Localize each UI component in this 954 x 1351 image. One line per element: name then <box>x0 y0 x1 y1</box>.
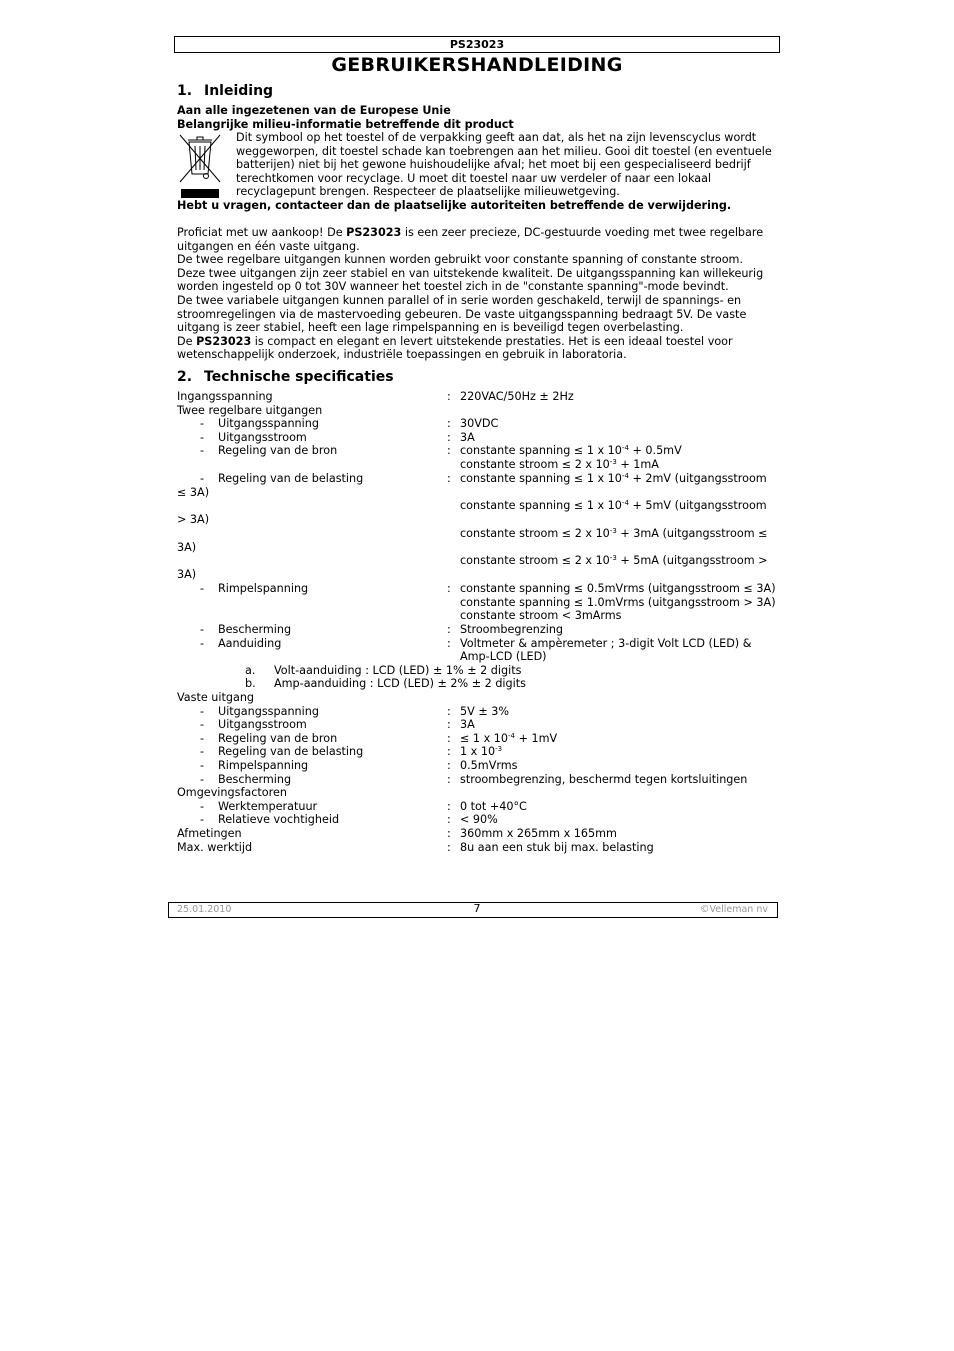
weee-line: batterijen) niet bij het gewone huishoudelijke afval; het moet bij een gespecialiseerd bedrijf <box>236 158 751 172</box>
spec-row: > 3A) <box>177 513 210 526</box>
intro-line: De twee variabele uitgangen kunnen parallel of in serie worden geschakeld, terwijl de spannings- en <box>177 293 742 307</box>
weee-line: recyclagepunt brengen. Respecteer de plaatselijke milieuwetgeving. <box>236 185 620 199</box>
spec-row: Max. werktijd : 8u aan een stuk bij max. belasting <box>177 840 654 854</box>
spec-row: 3A) <box>177 541 197 554</box>
spec-row: - Uitgangsspanning : 30VDC <box>200 417 499 431</box>
spec-row: Amp-LCD (LED) <box>460 650 547 664</box>
env-heading: Belangrijke milieu-informatie betreffende dit product <box>177 117 514 131</box>
spec-row: - Uitgangsstroom : 3A <box>200 718 475 732</box>
weee-text <box>236 131 781 199</box>
footer-page-number: 7 <box>473 902 481 915</box>
section-1-heading <box>177 82 273 100</box>
section-1-title: Inleiding <box>204 83 274 99</box>
model-bold: PS23023 <box>196 334 252 348</box>
intro-line: Proficiat met uw aankoop! De PS23023 is een zeer precieze, DC-gestuurde voeding met twee regelbare <box>177 226 764 239</box>
weee-line: weggeworpen, dit toestel schade kan toebrengen aan het milieu. Gooi dit toestel (en eventuele <box>236 144 772 158</box>
intro-line: worden ingesteld op 0 tot 30V wanneer het toestel zich in de "constante spanning"-mode bevindt. <box>177 280 729 294</box>
section-2-number: 2. <box>177 369 193 385</box>
model-bold: PS23023 <box>346 226 402 239</box>
intro-line: uitgangen en één vaste uitgang. <box>177 239 360 253</box>
section-2-heading <box>177 368 394 386</box>
spec-row: - Aanduiding : Voltmeter & ampèremeter ; 3-digit Volt LCD (LED) & <box>200 636 752 650</box>
page-title: GEBRUIKERSHANDLEIDING <box>331 54 623 76</box>
model-header: PS23023 <box>174 36 780 53</box>
intro-line: uitgang is zeer stabiel, heeft een lage rimpelspanning en is beveiligd tegen overbelasting. <box>177 321 684 335</box>
spec-row: Vaste uitgang <box>177 691 255 704</box>
spec-row: a. Volt-aanduiding : LCD (LED) ± 1% ± 2 digits <box>245 663 522 677</box>
intro-line: Deze twee uitgangen zijn zeer stabiel en van uitstekende kwaliteit. De uitgangsspanning kan willekeurig <box>177 266 764 280</box>
spec-row: b. Amp-aanduiding : LCD (LED) ± 2% ± 2 digits <box>245 677 526 691</box>
spec-row: - Relatieve vochtigheid : < 90% <box>200 813 498 827</box>
intro-line: De PS23023 is compact en elegant en levert uitstekende prestaties. Het is een ideaal toestel voor <box>177 334 733 348</box>
spec-row: - Regeling van de bron : constante spanning ≤ 1 x $10^{-4} + 0.5mV$ <box>200 444 682 458</box>
spec-row: - Uitgangsspanning : 5V ± 3% <box>200 704 510 718</box>
spec-row: constante stroom < 3mArms <box>460 609 622 623</box>
weee-line: terechtkomen voor recyclage. U moet dit toestel naar uw verdeler of naar een lokaal <box>236 171 712 185</box>
weee-bin-icon <box>177 132 223 200</box>
intro-line: De twee regelbare uitgangen kunnen worden gebruikt voor constante spanning of constante stroom. <box>177 253 744 267</box>
weee-line: Dit symbool op het toestel of de verpakking geeft aan dat, als het na zijn levenscyclus wordt <box>236 131 757 144</box>
spec-row: ≤ 3A) <box>177 486 210 499</box>
footer-copyright: ©Velleman nv <box>700 904 768 915</box>
spec-row: constante stroom ≤ 2 x $10^{-3} + 3mA$ (uitgangsstroom ≤ <box>460 527 768 540</box>
intro-line: stroomregelingen via de mastervoeding gebeuren. De vaste uitgangsspanning bedraagt 5V. De vaste <box>177 307 747 321</box>
intro-paragraph <box>177 226 777 362</box>
footer-date: 25.01.2010 <box>177 904 232 915</box>
spec-row: 3A) <box>177 568 197 581</box>
section-1-number: 1. <box>177 83 193 99</box>
spec-row: Afmetingen : 360mm x 265mm x 165mm <box>177 827 617 840</box>
spec-row: - Werktemperatuur : 0 tot +40°C <box>200 799 527 813</box>
spec-row: - Bescherming : stroombegrenzing, beschermd tegen kortsluitingen <box>200 772 748 786</box>
spec-row: - Rimpelspanning : 0.5mVrms <box>200 759 518 772</box>
spec-row: constante stroom ≤ 2 x $10^{-3} + 5mA$ (uitgangsstroom > <box>460 554 768 567</box>
spec-row: - Regeling van de bron : ≤ 1 x $10^{-4} + 1mV$ <box>200 731 558 745</box>
section-2-title: Technische specificaties <box>204 369 394 385</box>
eu-heading: Aan alle ingezetenen van de Europese Unie <box>177 104 451 117</box>
spec-row: - Uitgangsstroom : 3A <box>200 430 475 444</box>
contact-line: Hebt u vragen, contacteer dan de plaatselijke autoriteiten betreffende de verwijdering. <box>177 199 732 212</box>
spec-row: constante spanning ≤ 1.0mVrms (uitgangsstroom > 3A) <box>460 595 776 609</box>
intro-line: wetenschappelijk onderzoek, industriële toepassingen en gebruik in laboratoria. <box>177 348 627 362</box>
spec-row: - Rimpelspanning : constante spanning ≤ 0.5mVrms (uitgangsstroom ≤ 3A) <box>200 582 776 595</box>
spec-row: Ingangsspanning : 220VAC/50Hz ± 2Hz <box>177 390 574 403</box>
spec-row: - Regeling van de belasting : 1 x $10^{-3}$ <box>200 745 503 759</box>
spec-row: Omgevingsfactoren <box>177 786 287 800</box>
spec-row: - Regeling van de belasting : constante spanning ≤ 1 x $10^{-4} + 2mV$ (uitgangsstroom <box>200 472 767 485</box>
spec-row: constante stroom ≤ 2 x $10^{-3} + 1mA$ <box>460 458 659 471</box>
spec-row: Twee regelbare uitgangen <box>177 403 323 417</box>
spec-row: - Bescherming : Stroombegrenzing <box>200 623 564 636</box>
spec-row: constante spanning ≤ 1 x $10^{-4} + 5mV$ (uitgangsstroom <box>460 499 767 512</box>
